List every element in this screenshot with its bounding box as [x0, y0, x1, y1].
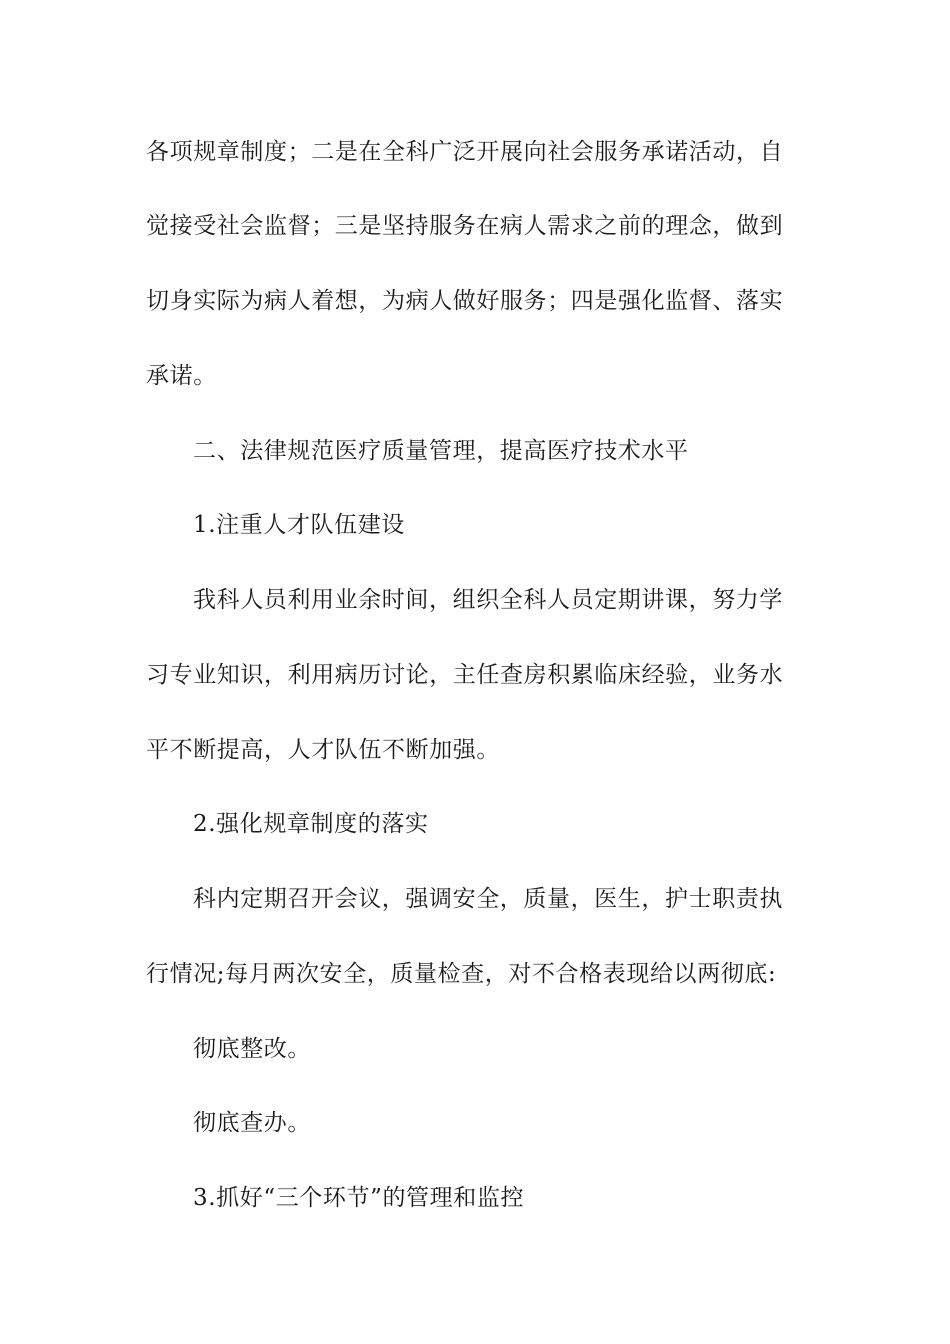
- list-item: 彻底整改。: [193, 1036, 311, 1062]
- paragraph-line: 行情况;每月两次安全，质量检查，对不合格表现给以两彻底:: [146, 961, 777, 987]
- subsection-heading: 2.强化规章制度的落实: [193, 811, 429, 837]
- list-item: 彻底查办。: [193, 1110, 311, 1136]
- paragraph-line: 平不断提高，人才队伍不断加强。: [146, 737, 500, 763]
- paragraph-line: 我科人员利用业余时间，组织全科人员定期讲课，努力学: [193, 587, 783, 613]
- paragraph-line: 切身实际为病人着想，为病人做好服务；四是强化监督、落实: [146, 288, 784, 314]
- subsection-heading: 3.抓好“三个环节”的管理和监控: [193, 1185, 525, 1211]
- paragraph-line: 习专业知识，利用病历讨论，主任查房积累临床经验，业务水: [146, 662, 784, 688]
- paragraph-line: 承诺。: [146, 363, 217, 389]
- paragraph-line: 觉接受社会监督；三是坚持服务在病人需求之前的理念，做到: [146, 213, 784, 239]
- section-heading: 二、法律规范医疗质量管理，提高医疗技术水平: [193, 438, 689, 464]
- subsection-heading: 1.注重人才队伍建设: [193, 512, 405, 538]
- paragraph-line: 科内定期召开会议，强调安全，质量，医生，护士职责执: [193, 886, 783, 912]
- paragraph-line: 各项规章制度；二是在全科广泛开展向社会服务承诺活动，自: [146, 139, 784, 165]
